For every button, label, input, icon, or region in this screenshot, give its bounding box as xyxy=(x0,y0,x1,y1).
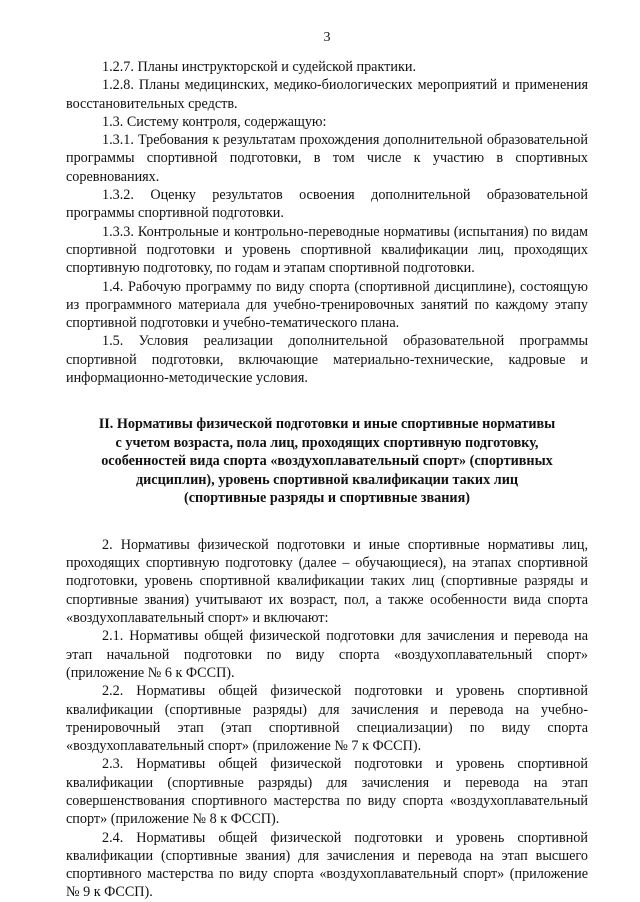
paragraph-2-4: 2.4. Нормативы общей физической подготовки и уровень спортивной квалификации (спортивные звания) для зачисления и перевода на этап высшего спортивного мастерства по виду спорта «воздухоплавательный спорт» (приложение № 9 к ФССП). xyxy=(66,829,588,901)
heading-line: дисциплин), уровень спортивной квалификации таких лиц xyxy=(135,471,519,488)
paragraph-1-5: 1.5. Условия реализации дополнительной образовательной программы спортивной подготовки, включающие материально-технические, кадровые и информационно-методические условия. xyxy=(66,333,588,387)
paragraph-2-1: 2.1. Нормативы общей физической подготовки для зачисления и перевода на этап начальной подготовки по виду спорта «воздухоплавательный спорт» (приложение № 6 к ФССП). xyxy=(66,628,588,681)
section-2-body xyxy=(66,536,588,902)
paragraph-1-3-2: 1.3.2. Оценку результатов освоения дополнительной образовательной программы спортивной подготовки. xyxy=(66,187,588,222)
paragraph-1-3: 1.3. Систему контроля, содержащую: xyxy=(102,113,327,130)
paragraph-1-2-7: 1.2.7. Планы инструкторской и судейской практики. xyxy=(102,59,416,75)
paragraph-1-2-8: 1.2.8. Планы медицинских, медико-биологических мероприятий и применения восстановительных средств. xyxy=(66,77,588,112)
paragraph-1-4: 1.4. Рабочую программу по виду спорта (спортивной дисциплине), состоящую из программного материала для учебно-тренировочных занятий по каждому этапу спортивной подготовки и учебно-тематического плана. xyxy=(66,278,588,332)
paragraph-2-3: 2.3. Нормативы общей физической подготовки и уровень спортивной квалификации (спортивные разряды) для зачисления и перевода на этап совершенствования спортивного мастерства по виду спорта «воздухоплавательный спорт» (приложение № 8 к ФССП). xyxy=(66,756,588,828)
heading-line: II. Нормативы физической подготовки и иные спортивные нормативы xyxy=(98,416,556,433)
section-2-heading xyxy=(72,415,582,508)
section-1-continued xyxy=(66,58,588,387)
paragraph-1-3-1: 1.3.1. Требования к результатам прохождения дополнительной образовательной программы спортивной подготовки, в том числе к участию в спортивных соревнованиях. xyxy=(66,132,588,185)
paragraph-1-3-3: 1.3.3. Контрольные и контрольно-переводные нормативы (испытания) по видам спортивной подготовки и уровень спортивной квалификации лиц, проходящих спортивную подготовку, по годам и этапам спортивной подготовки. xyxy=(66,223,588,277)
heading-line: (спортивные разряды и спортивные звания) xyxy=(183,490,471,507)
paragraph-2-2: 2.2. Нормативы общей физической подготовки и уровень спортивной квалификации (спортивные разряды) для зачисления и перевода на учебно-тренировочный этап (этап спортивной специализации) по виду спорта «воздухоплавательный спорт» (приложение № 7 к ФССП). xyxy=(66,683,588,755)
paragraph-2: 2. Нормативы физической подготовки и иные спортивные нормативы лиц, проходящих спортивную подготовку (далее – обучающиеся), на этапах спортивной подготовки, уровень спортивной квалификации таких лиц (спортивные разряды и спортивные звания) учитывают их возраст, пол, а также особенности вида спорта «воздухоплавательный спорт» и включают: xyxy=(66,536,588,627)
heading-line: особенностей вида спорта «воздухоплавательный спорт» (спортивных xyxy=(101,453,553,470)
page-number: 3 xyxy=(323,30,331,45)
heading-line: с учетом возраста, пола лиц, проходящих спортивную подготовку, xyxy=(115,434,539,451)
